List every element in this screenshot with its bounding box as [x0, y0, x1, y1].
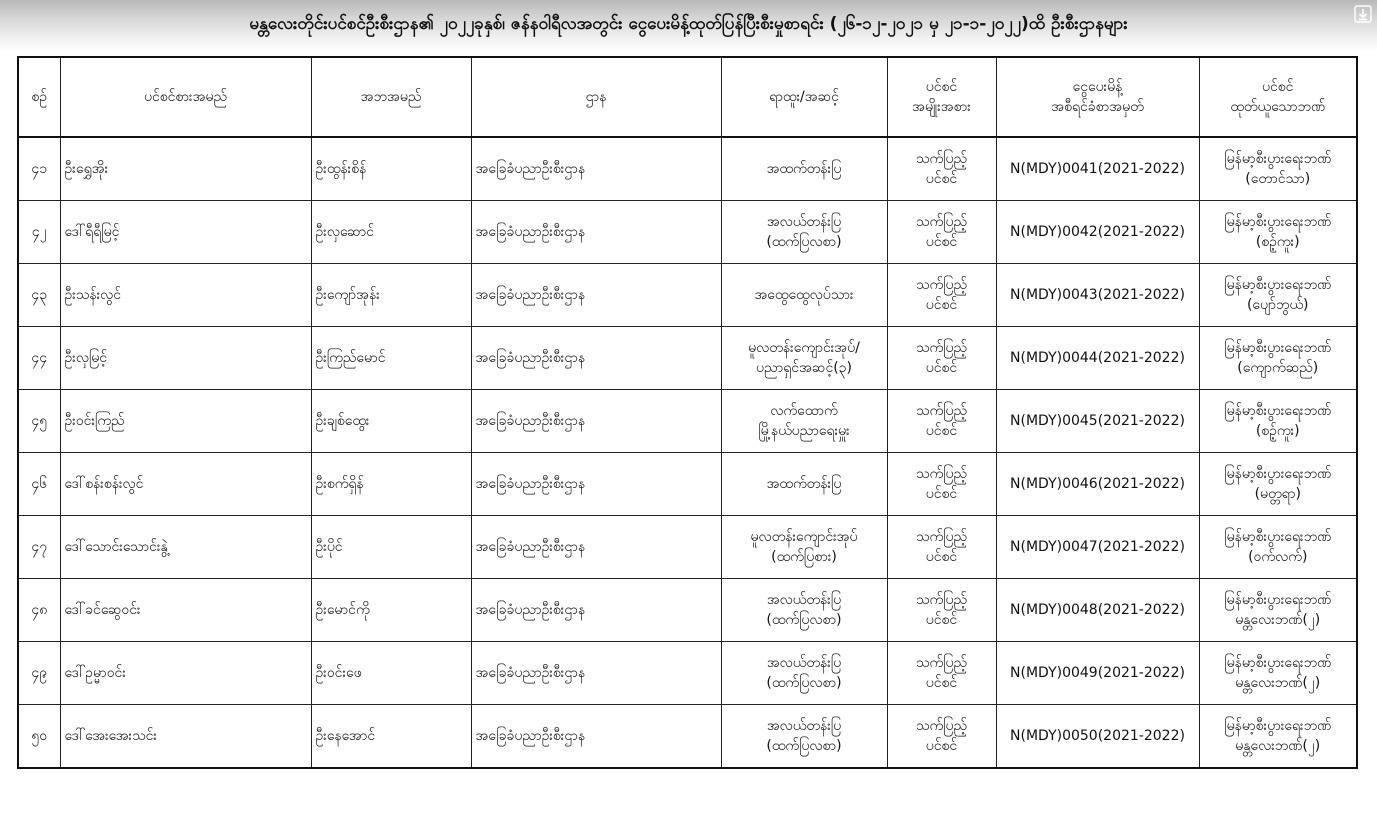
table-row: [18, 327, 1357, 390]
header-no: စဉ်: [18, 57, 60, 137]
cell-father-name: ဦးထွန်းစိန်: [311, 137, 471, 201]
cell-permit-number: N(MDY)0050(2021-2022): [996, 705, 1199, 769]
cell-pension-type: သက်ပြည့် ပင်စင်: [887, 327, 996, 390]
cell-bank: မြန်မာ့စီးပွားရေးဘဏ် (ကျောက်ဆည်): [1199, 327, 1357, 390]
cell-permit-number: N(MDY)0048(2021-2022): [996, 579, 1199, 642]
cell-pensioner-name: ဦးသန်းလွင်: [60, 264, 311, 327]
pension-table: [17, 56, 1358, 769]
cell-no: ၄၂: [18, 201, 60, 264]
cell-no: ၄၄: [18, 327, 60, 390]
cell-pension-type: သက်ပြည့် ပင်စင်: [887, 516, 996, 579]
table-row: [18, 516, 1357, 579]
cell-department: အခြေခံပညာဦးစီးဌာန: [471, 264, 721, 327]
cell-no: ၅၀: [18, 705, 60, 769]
cell-no: ၄၁: [18, 137, 60, 201]
cell-bank: မြန်မာ့စီးပွားရေးဘဏ် မန္တလေးဘဏ်(၂): [1199, 642, 1357, 705]
cell-pensioner-name: ဒေါ်စန်းစန်းလွင်: [60, 453, 311, 516]
cell-department: အခြေခံပညာဦးစီးဌာန: [471, 137, 721, 201]
cell-bank: မြန်မာ့စီးပွားရေးဘဏ် (ပျော်ဘွယ်): [1199, 264, 1357, 327]
cell-department: အခြေခံပညာဦးစီးဌာန: [471, 453, 721, 516]
cell-pension-type: သက်ပြည့် ပင်စင်: [887, 137, 996, 201]
table-row: [18, 390, 1357, 453]
cell-department: အခြေခံပညာဦးစီးဌာန: [471, 201, 721, 264]
cell-father-name: ဦးဝင်းဖေ: [311, 642, 471, 705]
cell-department: အခြေခံပညာဦးစီးဌာန: [471, 705, 721, 769]
download-icon: [1354, 5, 1372, 23]
cell-rank: လက်ထောက် မြို့နယ်ပညာရေးမှူး: [721, 390, 887, 453]
cell-pensioner-name: ဒေါ်ဥမ္မာဝင်း: [60, 642, 311, 705]
cell-father-name: ဦးပိုင်: [311, 516, 471, 579]
cell-no: ၄၈: [18, 579, 60, 642]
cell-father-name: ဦးနေအောင်: [311, 705, 471, 769]
cell-rank: အလယ်တန်းပြ (ထက်ပြလစာ): [721, 579, 887, 642]
table-row: [18, 264, 1357, 327]
table-row: [18, 705, 1357, 769]
cell-father-name: ဦးချစ်ထွေး: [311, 390, 471, 453]
cell-bank: မြန်မာ့စီးပွားရေးဘဏ် (တောင်သာ): [1199, 137, 1357, 201]
cell-father-name: ဦးမောင်ကို: [311, 579, 471, 642]
cell-father-name: ဦးကြည်မောင်: [311, 327, 471, 390]
table-row: [18, 137, 1357, 201]
cell-pensioner-name: ဦးဝင်းကြည်: [60, 390, 311, 453]
header-bank: ပင်စင် ထုတ်ယူသောဘဏ်: [1199, 57, 1357, 137]
cell-father-name: ဦးလှဆောင်: [311, 201, 471, 264]
cell-permit-number: N(MDY)0045(2021-2022): [996, 390, 1199, 453]
cell-pension-type: သက်ပြည့် ပင်စင်: [887, 264, 996, 327]
cell-no: ၄၇: [18, 516, 60, 579]
cell-bank: မြန်မာ့စီးပွားရေးဘဏ် (ဝက်လက်): [1199, 516, 1357, 579]
table-row: [18, 201, 1357, 264]
cell-pensioner-name: ဒေါ်သောင်းသောင်းနွဲ့: [60, 516, 311, 579]
cell-permit-number: N(MDY)0042(2021-2022): [996, 201, 1199, 264]
header-permit: ငွေပေးမိန့် အစီရင်ခံစာအမှတ်: [996, 57, 1199, 137]
cell-rank: မူလတန်းကျောင်းအုပ်/ ပညာရှင်အဆင့်(၃): [721, 327, 887, 390]
cell-pension-type: သက်ပြည့် ပင်စင်: [887, 579, 996, 642]
table-row: [18, 453, 1357, 516]
cell-department: အခြေခံပညာဦးစီးဌာန: [471, 516, 721, 579]
cell-pension-type: သက်ပြည့် ပင်စင်: [887, 705, 996, 769]
table-header-row: [18, 57, 1357, 137]
header-father: အဘအမည်: [311, 57, 471, 137]
cell-permit-number: N(MDY)0047(2021-2022): [996, 516, 1199, 579]
cell-permit-number: N(MDY)0044(2021-2022): [996, 327, 1199, 390]
cell-rank: အလယ်တန်းပြ (ထက်ပြလစာ): [721, 705, 887, 769]
header-name: ပင်စင်စားအမည်: [60, 57, 311, 137]
table-row: [18, 579, 1357, 642]
cell-pension-type: သက်ပြည့် ပင်စင်: [887, 201, 996, 264]
header-type: ပင်စင် အမျိုးအစား: [887, 57, 996, 137]
cell-permit-number: N(MDY)0049(2021-2022): [996, 642, 1199, 705]
cell-rank: မူလတန်းကျောင်းအုပ် (ထက်ပြစား): [721, 516, 887, 579]
cell-department: အခြေခံပညာဦးစီးဌာန: [471, 642, 721, 705]
cell-department: အခြေခံပညာဦးစီးဌာန: [471, 390, 721, 453]
cell-pensioner-name: ဒေါ်အေးအေးသင်း: [60, 705, 311, 769]
cell-no: ၄၃: [18, 264, 60, 327]
cell-pension-type: သက်ပြည့် ပင်စင်: [887, 390, 996, 453]
cell-pensioner-name: ဒေါ်ခင်ဆွေဝင်း: [60, 579, 311, 642]
cell-department: အခြေခံပညာဦးစီးဌာန: [471, 579, 721, 642]
cell-rank: အထက်တန်းပြ: [721, 453, 887, 516]
header-rank: ရာထူး/အဆင့်: [721, 57, 887, 137]
cell-pension-type: သက်ပြည့် ပင်စင်: [887, 453, 996, 516]
cell-bank: မြန်မာ့စီးပွားရေးဘဏ် (စဥ့်ကူး): [1199, 201, 1357, 264]
cell-pension-type: သက်ပြည့် ပင်စင်: [887, 642, 996, 705]
cell-pensioner-name: ဒေါ်ရီရီမြင့်: [60, 201, 311, 264]
cell-permit-number: N(MDY)0046(2021-2022): [996, 453, 1199, 516]
cell-rank: အလယ်တန်းပြ (ထက်ပြလစာ): [721, 201, 887, 264]
cell-permit-number: N(MDY)0041(2021-2022): [996, 137, 1199, 201]
cell-rank: အလယ်တန်းပြ (ထက်ပြလစာ): [721, 642, 887, 705]
table-row: [18, 642, 1357, 705]
cell-father-name: ဦးကျော်အုန်း: [311, 264, 471, 327]
cell-rank: အထွေထွေလုပ်သား: [721, 264, 887, 327]
page-title: မန္တလေးတိုင်းပင်စင်ဦးစီးဌာန၏ ၂၀၂၂ခုနှစ်၊ ဇန်နဝါရီလအတွင်း ငွေပေးမိန့်ထုတ်ပြန်ပြီးစီးမှုစာရင်း (၂၆-၁၂-၂၀၂၁ မှ ၂၁-၁-၂၀၂၂)ထိ ဦးစီးဌာနများ: [249, 14, 1128, 34]
cell-no: ၄၅: [18, 390, 60, 453]
cell-bank: မြန်မာ့စီးပွားရေးဘဏ် မန္တလေးဘဏ်(၂): [1199, 579, 1357, 642]
cell-pensioner-name: ဦးရွှေအိုး: [60, 137, 311, 201]
header-dept: ဌာန: [471, 57, 721, 137]
cell-department: အခြေခံပညာဦးစီးဌာန: [471, 327, 721, 390]
download-button[interactable]: [1354, 5, 1372, 23]
cell-pensioner-name: ဦးလှမြင့်: [60, 327, 311, 390]
cell-father-name: ဦးစက်ရှိန်: [311, 453, 471, 516]
cell-no: ၄၉: [18, 642, 60, 705]
cell-bank: မြန်မာ့စီးပွားရေးဘဏ် မန္တလေးဘဏ်(၂): [1199, 705, 1357, 769]
cell-rank: အထက်တန်းပြ: [721, 137, 887, 201]
cell-no: ၄၆: [18, 453, 60, 516]
table-body: [18, 137, 1357, 768]
cell-bank: မြန်မာ့စီးပွားရေးဘဏ် (စဥ့်ကူး): [1199, 390, 1357, 453]
cell-bank: မြန်မာ့စီးပွားရေးဘဏ် (မတ္တရာ): [1199, 453, 1357, 516]
cell-permit-number: N(MDY)0043(2021-2022): [996, 264, 1199, 327]
